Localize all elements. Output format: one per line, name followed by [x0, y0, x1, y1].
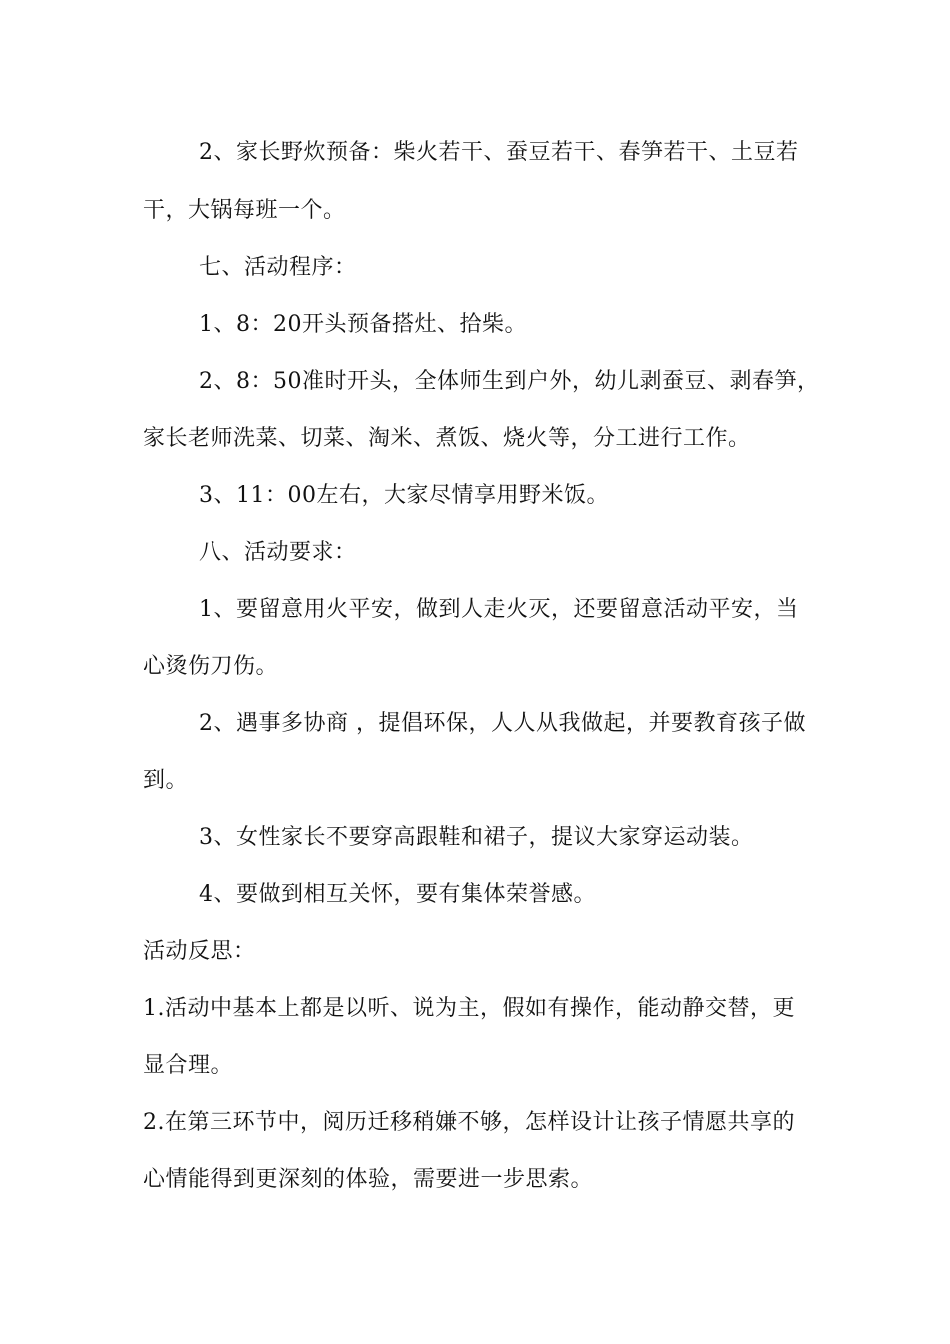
reflection-item-1-line2: 显合理。: [143, 1053, 234, 1078]
procedure-item-3: 3、11：00左右，大家尽情享用野米饭。: [199, 483, 609, 508]
para-preparation-2-line2: 干，大锅每班一个。: [143, 198, 346, 223]
section-heading-requirements: 八、活动要求：: [199, 540, 357, 565]
requirement-item-1-line1: 1、要留意用火平安，做到人走火灭，还要留意活动平安，当: [199, 597, 799, 622]
reflection-item-2-line2: 心情能得到更深刻的体验，需要进一步思索。: [143, 1167, 594, 1192]
procedure-item-1: 1、8：20开头预备搭灶、拾柴。: [199, 312, 527, 337]
requirement-item-4: 4、要做到相互关怀，要有集体荣誉感。: [199, 882, 596, 907]
para-preparation-2-line1: 2、家长野炊预备：柴火若干、蚕豆若干、春笋若干、土豆若: [199, 140, 799, 165]
section-heading-reflection: 活动反思：: [143, 939, 256, 964]
reflection-item-2-line1: 2.在第三环节中，阅历迁移稍嫌不够，怎样设计让孩子情愿共享的: [143, 1110, 795, 1135]
procedure-item-2-line1: 2、8：50准时开头，全体师生到户外，幼儿剥蚕豆、剥春笋，: [199, 369, 820, 394]
requirement-item-2-line2: 到。: [143, 768, 189, 793]
reflection-item-1-line1: 1.活动中基本上都是以听、说为主，假如有操作，能动静交替，更: [143, 996, 795, 1021]
requirement-item-2-line1: 2、遇事多协商 ，提倡环保，人人从我做起，并要教育孩子做: [199, 711, 806, 736]
procedure-item-2-line2: 家长老师洗菜、切菜、淘米、煮饭、烧火等，分工进行工作。: [143, 426, 751, 451]
section-heading-procedure: 七、活动程序：: [199, 255, 357, 280]
requirement-item-1-line2: 心烫伤刀伤。: [143, 654, 279, 679]
requirement-item-3: 3、女性家长不要穿高跟鞋和裙子，提议大家穿运动装。: [199, 825, 754, 850]
